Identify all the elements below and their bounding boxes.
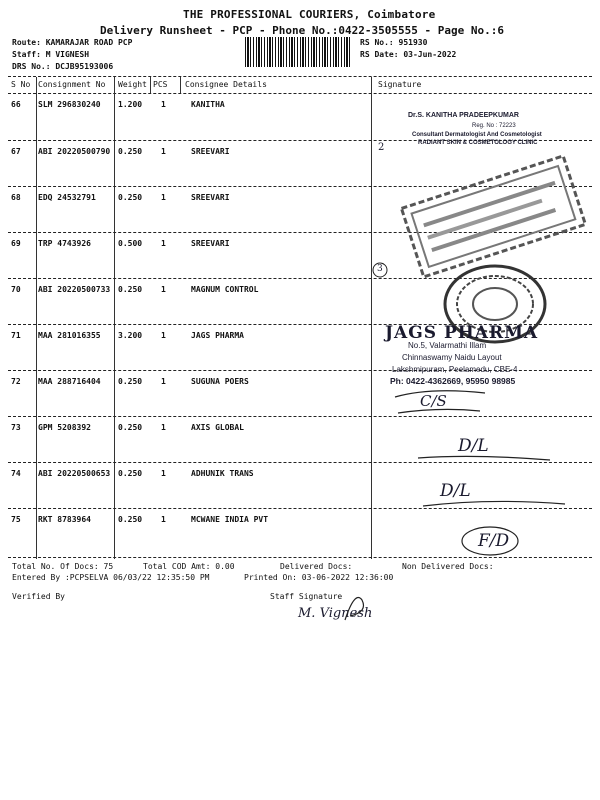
jags-stamp-name: JAGS PHARMA — [385, 323, 539, 343]
handwriting-stroke-icon — [390, 385, 490, 417]
row-consignment: GPM 5208392 — [38, 423, 91, 432]
row-pcs: 1 — [161, 193, 166, 202]
row-pcs: 1 — [161, 100, 166, 109]
printed-on: Printed On: 03-06-2022 12:36:00 — [244, 573, 394, 582]
handwriting-stroke-icon — [420, 498, 570, 512]
row-pcs: 1 — [161, 147, 166, 156]
row-consignee: MAGNUM CONTROL — [191, 285, 259, 294]
row-consignee: SREEVARI — [191, 239, 230, 248]
col-signature: Signature — [378, 80, 422, 89]
row-weight: 0.250 — [118, 193, 143, 202]
handwriting-circle-icon — [460, 524, 520, 558]
row-consignment: ABI 20220500790 — [38, 147, 111, 156]
doctor-stamp-title: Consultant Dermatologist And Cosmetologist — [412, 132, 542, 138]
staff-label: Staff: M VIGNESH — [12, 50, 90, 59]
drs-number: DRS No.: DCJB95193006 — [12, 62, 114, 71]
col-sep — [150, 77, 151, 93]
col-weight: Weight — [118, 80, 147, 89]
ink-stamp-icon — [395, 158, 595, 278]
rs-number: RS No.: 951930 — [360, 38, 428, 47]
row-weight: 0.250 — [118, 469, 143, 478]
staff-signature-label: Staff Signature — [270, 592, 343, 601]
row-sno: 70 — [11, 285, 21, 294]
row-pcs: 1 — [161, 285, 166, 294]
row-rule — [8, 416, 592, 417]
non-delivered-docs: Non Delivered Docs: — [402, 562, 494, 571]
row-pcs: 1 — [161, 423, 166, 432]
row-consignee: ADHUNIK TRANS — [191, 469, 254, 478]
row-sno: 69 — [11, 239, 21, 248]
row-sno: 66 — [11, 100, 21, 109]
rs-date: RS Date: 03-Jun-2022 — [360, 50, 457, 59]
row-consignment: TRP 4743926 — [38, 239, 91, 248]
row-consignment: MAA 288716404 — [38, 377, 101, 386]
row-sno: 73 — [11, 423, 21, 432]
row-sno: 68 — [11, 193, 21, 202]
row-weight: 0.250 — [118, 147, 143, 156]
delivered-docs: Delivered Docs: — [280, 562, 353, 571]
row-consignee: SREEVARI — [191, 193, 230, 202]
row-consignment: ABI 20220500653 — [38, 469, 111, 478]
signature-flourish-icon — [340, 590, 370, 626]
row-consignee: JAGS PHARMA — [191, 331, 244, 340]
row-weight: 0.500 — [118, 239, 143, 248]
jags-stamp-phone: Ph: 0422-4362669, 95950 98985 — [390, 376, 516, 386]
row-weight: 0.250 — [118, 423, 143, 432]
jags-stamp-address-2: Chinnaswamy Naidu Layout — [402, 353, 502, 362]
row-consignment: SLM 296830240 — [38, 100, 101, 109]
handwriting-stroke-icon — [415, 452, 555, 466]
row-pcs: 1 — [161, 515, 166, 524]
row-consignee: SUGUNA POERS — [191, 377, 249, 386]
row-consignment: RKT 8783964 — [38, 515, 91, 524]
header-top-rule — [8, 76, 592, 77]
handwritten-status: D/L — [458, 436, 489, 456]
row-sno: 75 — [11, 515, 21, 524]
handwritten-mark: 2 — [378, 142, 385, 153]
route-label: Route: KAMARAJAR ROAD PCP — [12, 38, 133, 47]
col-consignee: Consignee Details — [185, 80, 267, 89]
row-weight: 0.250 — [118, 377, 143, 386]
row-consignee: KANITHA — [191, 100, 225, 109]
row-pcs: 1 — [161, 239, 166, 248]
row-consignee: AXIS GLOBAL — [191, 423, 244, 432]
row-weight: 3.200 — [118, 331, 143, 340]
row-pcs: 1 — [161, 469, 166, 478]
handwritten-status: C/S — [420, 392, 447, 410]
header-bottom-rule — [8, 93, 592, 94]
row-sno: 67 — [11, 147, 21, 156]
handwritten-mark: 3 — [377, 264, 383, 274]
col-sno: S No — [11, 80, 31, 89]
row-weight: 0.250 — [118, 515, 143, 524]
total-cod: Total COD Amt: 0.00 — [143, 562, 235, 571]
col-sep — [180, 77, 181, 93]
row-consignee: MCWANE INDIA PVT — [191, 515, 269, 524]
jags-stamp-address-3: Lakshmipuram, Peelamedu, CBE-4 — [392, 365, 518, 374]
handwritten-status: D/L — [440, 481, 471, 501]
row-weight: 0.250 — [118, 285, 143, 294]
doctor-stamp-reg: Reg. No : 72223 — [472, 123, 516, 129]
entered-by: Entered By :PCPSELVA 06/03/22 12:35:50 PM — [12, 573, 210, 582]
row-consignment: MAA 281016355 — [38, 331, 101, 340]
runsheet-title: THE PROFESSIONAL COURIERS, Coimbatore — [183, 8, 436, 21]
row-consignment: EDQ 24532791 — [38, 193, 96, 202]
doctor-stamp-name: Dr.S. KANITHA PRADEEPKUMAR — [408, 112, 519, 119]
row-weight: 1.200 — [118, 100, 143, 109]
col-consignment: Consignment No — [38, 80, 106, 89]
row-consignment: ABI 20220500733 — [38, 285, 111, 294]
runsheet-subtitle: Delivery Runsheet - PCP - Phone No.:0422-3505555 - Page No.:6 — [100, 24, 504, 37]
handwritten-status: F/D — [478, 531, 510, 551]
row-pcs: 1 — [161, 331, 166, 340]
jags-stamp-address-1: No.5, Valarmathi Illam — [408, 341, 487, 350]
doctor-stamp-clinic: RADIANT SKIN & COSMETOLOGY CLINIC — [418, 140, 538, 146]
row-consignee: SREEVARI — [191, 147, 230, 156]
row-sno: 74 — [11, 469, 21, 478]
staff-handwritten-signature: M. Vignesh — [298, 606, 373, 621]
total-docs: Total No. Of Docs: 75 — [12, 562, 114, 571]
verified-by: Verified By — [12, 592, 65, 601]
row-pcs: 1 — [161, 377, 166, 386]
row-sno: 72 — [11, 377, 21, 386]
row-sno: 71 — [11, 331, 21, 340]
barcode-image — [245, 37, 351, 67]
col-pcs: PCS — [153, 80, 168, 89]
